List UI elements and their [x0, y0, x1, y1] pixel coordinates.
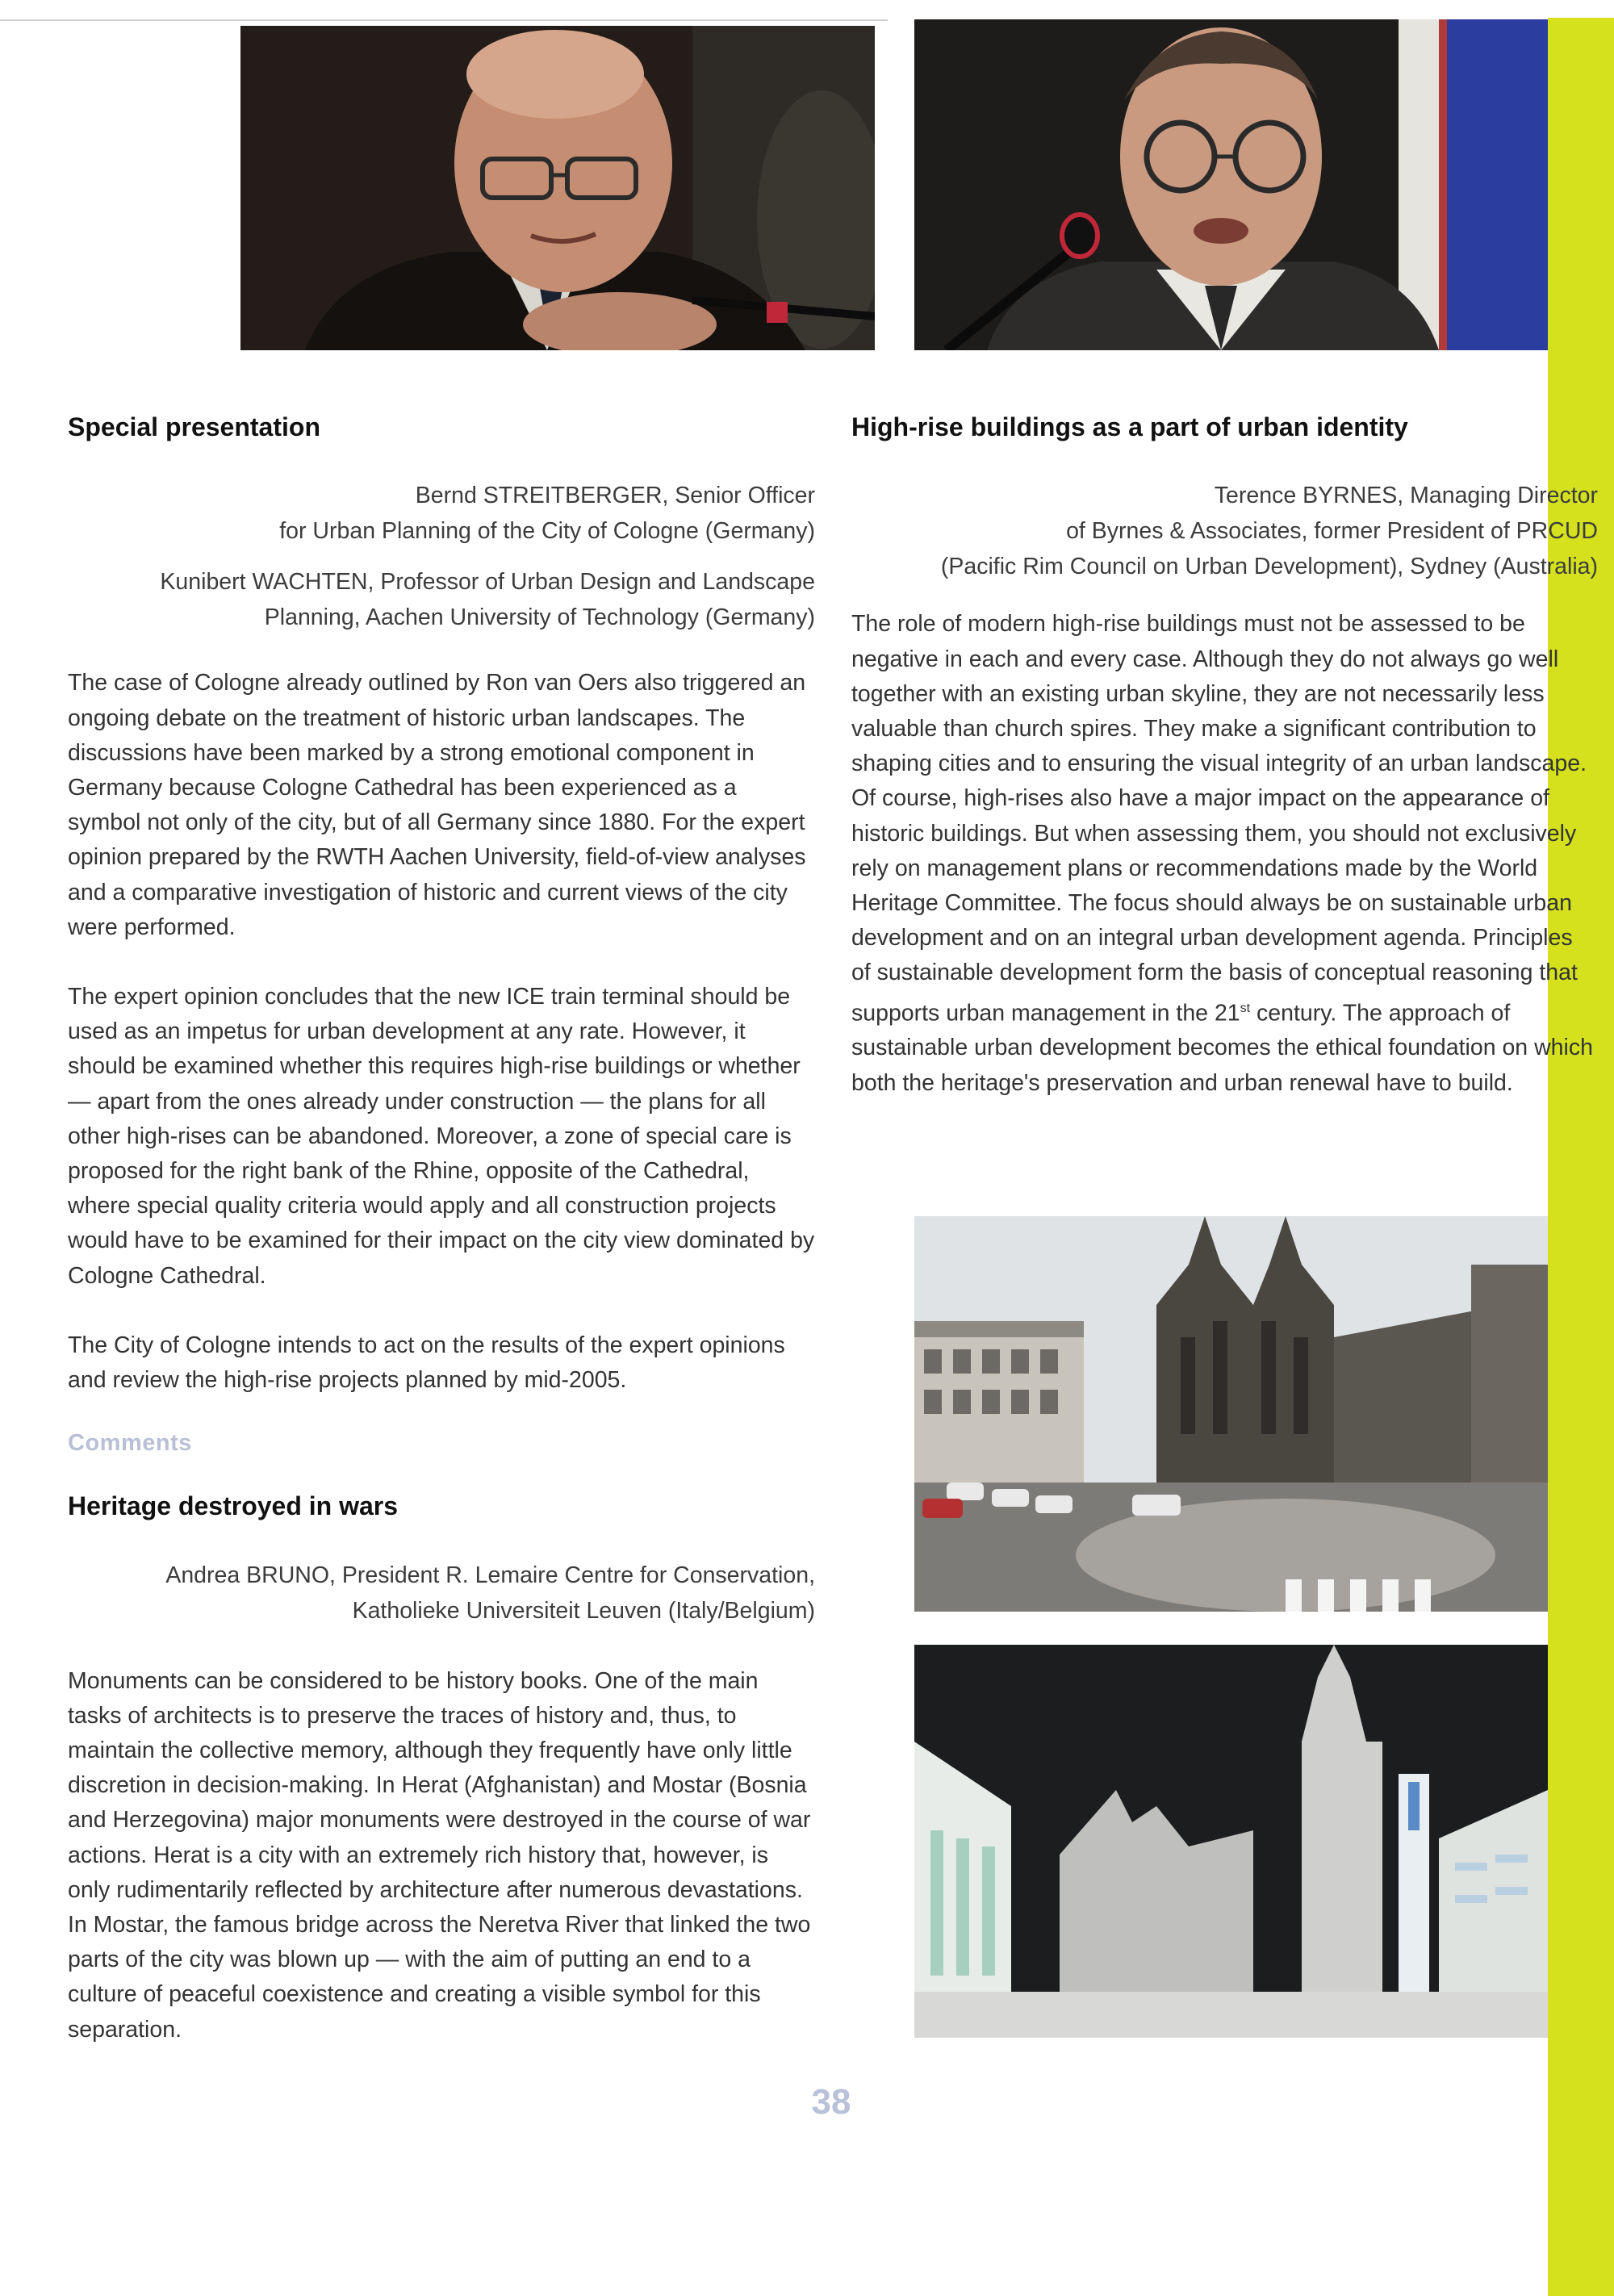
byline-line: for Urban Planning of the City of Cologne (Germany) — [279, 518, 815, 545]
comments-label: Comments — [68, 1430, 192, 1457]
paragraph-cologne-case: The case of Cologne already outlined by Ron van Oers also triggered an ongoing debate on the treatment of historic urban landscapes. The discussions have been marked by a strong emotional component in Germany because Cologne Cathedral has been experienced as a symbol not only of the city, but of all Germany since 1880. For the expert opinion prepared by the RWTH Aachen University, field-of-view analyses and a comparative investigation of historic and current views of the city were performed. — [68, 670, 806, 940]
paragraph-expert-opinion: The expert opinion concludes that the new ICE train terminal should be used as an impetus for urban development at any rate. However, it should be examined whether this requires high-rise buildings or whether — apart from the ones already under construction — the plans for all other high-rises can be abandoned. Moreover, a zone of special care is proposed for the right bank of the Rhine, opposite of the Cathedral, where special quality criteria would apply and all construction projects would have to be examined for their impact on the city view dominated by Cologne Cathedral. — [68, 984, 815, 1289]
byline-wachten — [68, 564, 815, 635]
photo-speaker-byrnes — [914, 19, 1548, 350]
byline-line: Katholieke Universiteit Leuven (Italy/Belgium) — [352, 1597, 815, 1624]
page-number: 38 — [811, 2082, 851, 2122]
paragraph-high-rise-role — [851, 607, 1598, 1100]
paragraph-monuments: Monuments can be considered to be history books. One of the main tasks of architects is to preserve the traces of history and, thus, to maintain the collective memory, although they frequently have only little discretion in decision-making. In Herat (Afghanistan) and Mostar (Bosnia and Herzegovina) major monuments were destroyed in the course of war actions. Herat is a city with an extremely rich history that, however, is only rudimentarily reflected by architecture after numerous devastations. In Mostar, the famous bridge across the Neretva River that linked the two parts of the city was blown up — with the aim of putting an end to a culture of peaceful coexistence and creating a visible symbol for this separation. — [68, 1667, 811, 2043]
paragraph-text: The role of modern high-rise buildings must not be assessed to be negative in each and every case. Although they do not always go well together with an existing urban skyline, they are not necessarily less valuable than church spires. They make a significant contribution to shaping cities and to ensuring the visual integrity of an urban landscape. Of course, high-rises also have a major impact on the appearance of historic buildings. But when assessing them, you should not exclusively rely on management plans or recommendations made by the World Heritage Committee. The focus should always be on sustainable urban development and on an integral urban development agenda. Principles of sustainable development form the basis of conceptual reasoning that supports urban management in the 21 — [851, 611, 1587, 1027]
byline-line: Terence BYRNES, Managing Director — [1214, 483, 1598, 509]
paragraph-city-review: The City of Cologne intends to act on the results of the expert opinions and review the high-rise projects planned by mid-2005. — [68, 1332, 785, 1394]
photo-cathedral-night — [914, 1645, 1548, 2038]
byline-streitberger — [68, 478, 815, 549]
byline-line: Kunibert WACHTEN, Professor of Urban Design and Landscape — [160, 569, 815, 596]
right-column — [851, 412, 1598, 1101]
superscript: st — [1240, 1001, 1251, 1015]
byline-bruno — [68, 1558, 815, 1629]
heading-heritage-destroyed: Heritage destroyed in wars — [68, 1491, 399, 1521]
byline-line: of Byrnes & Associates, former President of PRCUD — [1066, 518, 1598, 545]
accent-bar — [1548, 18, 1614, 2296]
heading-special-presentation: Special presentation — [68, 412, 320, 441]
top-rule — [0, 19, 888, 21]
byline-byrnes — [851, 478, 1598, 584]
photo-speaker-streitberger — [240, 26, 875, 350]
photo-cathedral-day — [914, 1216, 1548, 1612]
paragraph-text: century. The approach of sustainable urban development becomes the ethical foundation on which both the heritage's preservation and urban renewal have to build. — [851, 1000, 1593, 1096]
byline-line: Andrea BRUNO, President R. Lemaire Centre for Conservation, — [165, 1562, 815, 1588]
left-column — [68, 412, 815, 2047]
byline-line: Planning, Aachen University of Technology (Germany) — [264, 604, 815, 631]
heading-high-rise: High-rise buildings as a part of urban identity — [851, 412, 1408, 441]
byline-line: Bernd STREITBERGER, Senior Officer — [415, 483, 815, 509]
byline-line: (Pacific Rim Council on Urban Development), Sydney (Australia) — [940, 554, 1598, 580]
